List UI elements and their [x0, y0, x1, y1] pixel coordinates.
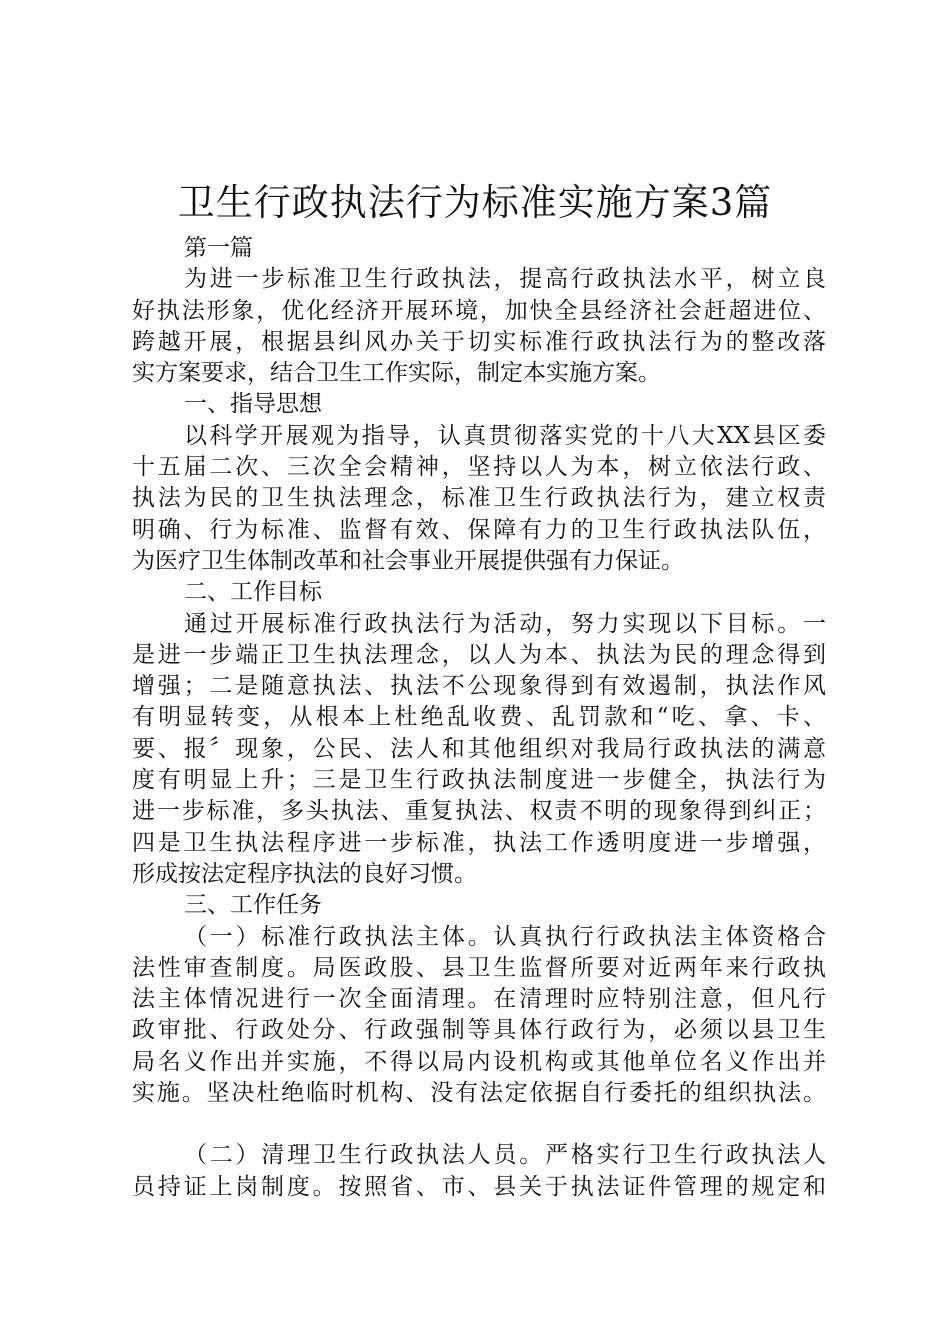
text-line: 法主体情况进行一次全面清理。在清理时应特别注意，但凡行 [132, 986, 826, 1013]
section-heading: 第一篇 [184, 235, 253, 261]
text-line: 政审批、行政处分、行政强制等具体行政行为，必须以县卫生 [132, 1017, 826, 1044]
text-line: 四是卫生执法程序进一步标准，执法工作透明度进一步增强， [132, 829, 826, 856]
section-heading: 三、工作任务 [184, 892, 322, 919]
text-line: 形成按法定程序执法的良好习惯。 [132, 860, 477, 887]
text-line: 是进一步端正卫生执法理念，以人为本、执法为民的理念得到 [132, 641, 826, 668]
text-line: 局名义作出并实施，不得以局内设机构或其他单位名义作出并 [132, 1048, 826, 1075]
text-line: 实施。坚决杜绝临时机构、没有法定依据自行委托的组织执法。 [132, 1080, 826, 1107]
text-line: 实方案要求，结合卫生工作实际，制定本实施方案。 [132, 360, 661, 387]
section-heading: 二、工作目标 [184, 579, 322, 606]
text-line: 进一步标准，多头执法、重复执法、权责不明的现象得到纠正； [132, 798, 826, 825]
text-line: 通过开展标准行政执法行为活动，努力实现以下目标。一 [184, 610, 826, 637]
text-line: 度有明显上升；三是卫生行政执法制度进一步健全，执法行为 [132, 767, 826, 794]
text-line: （一）标准行政执法主体。认真执行行政执法主体资格合 [184, 923, 826, 950]
text-line: 十五届二次、三次全会精神，坚持以人为本，树立依法行政、 [132, 454, 826, 481]
text-line: 要、报〞现象，公民、法人和其他组织对我局行政执法的满意 [132, 735, 826, 762]
text-line: 增强；二是随意执法、执法不公现象得到有效遏制，执法作风 [132, 673, 826, 700]
text-line: 为医疗卫生体制改革和社会事业开展提供强有力保证。 [132, 547, 684, 574]
text-line: 跨越开展，根据县纠风办关于切实标准行政执法行为的整改落 [132, 328, 826, 355]
paragraph-gap [132, 1109, 826, 1140]
section-heading: 一、指导思想 [184, 391, 322, 418]
document-title: 卫生行政执法行为标准实施方案3篇 [177, 181, 773, 224]
text-line: 法性审查制度。局医政股、县卫生监督所要对近两年来行政执 [132, 954, 826, 981]
document-body [132, 233, 826, 1203]
text-line: 执法为民的卫生执法理念，标准卫生行政执法行为，建立权责 [132, 485, 826, 512]
text-line: 以科学开展观为指导，认真贯彻落实党的十八大XX县区委 [184, 422, 826, 449]
text-line: （二）清理卫生行政执法人员。严格实行卫生行政执法人 [184, 1142, 826, 1169]
text-line: 明确、行为标准、监督有效、保障有力的卫生行政执法队伍， [132, 516, 826, 543]
text-line: 好执法形象，优化经济开展环境，加快全县经济社会赶超进位、 [132, 297, 826, 324]
text-line: 为进一步标准卫生行政执法，提高行政执法水平，树立良 [184, 266, 826, 293]
text-line: 员持证上岗制度。按照省、市、县关于执法证件管理的规定和 [132, 1173, 826, 1200]
text-line: 有明显转变，从根本上杜绝乱收费、乱罚款和“吃、拿、卡、 [132, 704, 826, 731]
